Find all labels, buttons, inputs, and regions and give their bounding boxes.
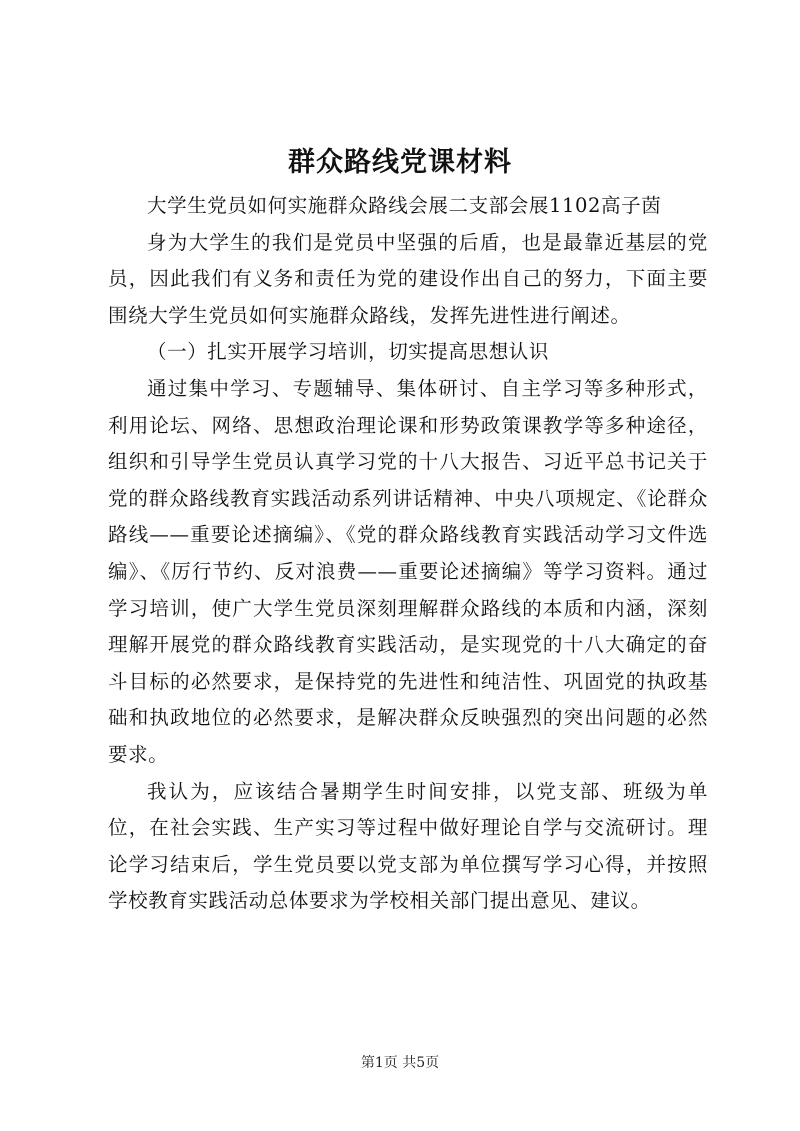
- study-paragraph: 通过集中学习、专题辅导、集体研讨、自主学习等多种形式，利用论坛、网络、思想政治理论课和形势政策课教学等多种途径，组织和引导学生党员认真学习党的十八大报告、习近平总书记关于党的群众路线教育实践活动系列讲话精神、中央八项规定、《论群众路线——重要论述摘编》、《党的群众路线教育实践活动学习文件选编》、《厉行节约、反对浪费——重要论述摘编》等学习资料。通过学习培训，使广大学生党员深刻理解群众路线的本质和内涵，深刻理解开展党的群众路线教育实践活动，是实现党的十八大确定的奋斗目标的必然要求，是保持党的先进性和纯洁性、巩固党的执政基础和执政地位的必然要求，是解决群众反映强烈的突出问题的必然要求。: [108, 376, 708, 766]
- page-number-footer: 第1页 共5页: [360, 1055, 440, 1071]
- opinion-paragraph: 我认为，应该结合暑期学生时间安排，以党支部、班级为单位，在社会实践、生产实习等过程中做好理论自学与交流研讨。理论学习结束后，学生党员要以党支部为单位撰写学习心得，并按照学校教育实践活动总体要求为学校相关部门提出意见、建议。: [108, 779, 708, 913]
- author-line: 大学生党员如何实施群众路线会展二支部会展1102高子茵: [147, 194, 662, 217]
- intro-paragraph: 身为大学生的我们是党员中坚强的后盾，也是最靠近基层的党员，因此我们有义务和责任为党的建设作出自己的努力，下面主要围绕大学生党员如何实施群众路线，发挥先进性进行阐述。: [108, 230, 708, 327]
- document-body: [108, 188, 708, 920]
- document-title: 群众路线党课材料: [288, 147, 512, 178]
- section-heading: （一）扎实开展学习培训，切实提高思想认识: [147, 340, 550, 364]
